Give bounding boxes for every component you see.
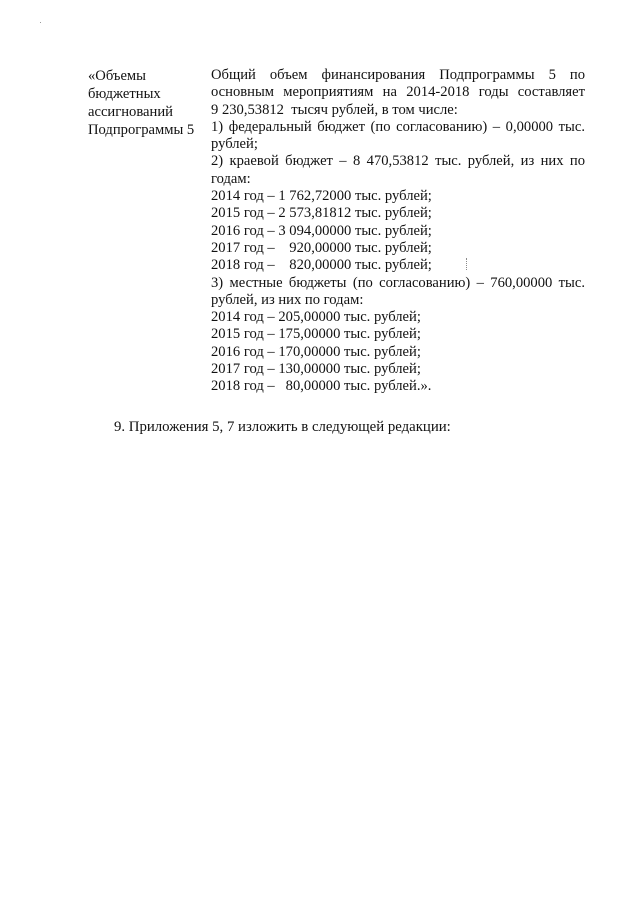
- label-line: бюджетных: [88, 86, 161, 102]
- regional-year-line: 2014 год – 1 762,72000 тыс. рублей;: [211, 188, 432, 205]
- budget-label-column: [88, 67, 210, 139]
- label-line: Подпрограммы 5: [88, 122, 195, 138]
- numbered-item-9: 9. Приложения 5, 7 изложить в следующей редакции:: [114, 419, 451, 435]
- financing-text-line: Общий объем финансирования Подпрограммы 5 по: [211, 67, 585, 83]
- scan-speck: [40, 22, 41, 23]
- local-year-line: 2014 год – 205,00000 тыс. рублей;: [211, 309, 421, 326]
- federal-budget-line: 1) федеральный бюджет (по согласованию) – 0,00000 тыс.: [211, 118, 585, 135]
- label-line: «Объемы: [88, 68, 146, 84]
- financing-total-line: 9 230,53812 тысяч рублей, в том числе:: [211, 101, 458, 118]
- regional-budget-line: 2) краевой бюджет – 8 470,53812 тыс. рублей, из них по: [211, 153, 585, 170]
- regional-year-line: 2018 год – 820,00000 тыс. рублей;: [211, 257, 432, 274]
- local-year-line: 2015 год – 175,00000 тыс. рублей;: [211, 326, 421, 343]
- regional-budget-line: годам:: [211, 170, 251, 187]
- regional-year-line: 2017 год – 920,00000 тыс. рублей;: [211, 239, 432, 256]
- local-budget-line: рублей, из них по годам:: [211, 291, 364, 308]
- local-year-line: 2017 год – 130,00000 тыс. рублей;: [211, 361, 421, 378]
- label-line: ассигнований: [88, 104, 173, 120]
- local-budget-line: 3) местные бюджеты (по согласованию) – 760,00000 тыс.: [211, 274, 585, 291]
- federal-budget-line: рублей;: [211, 136, 258, 153]
- regional-year-line: 2016 год – 3 094,00000 тыс. рублей;: [211, 222, 432, 239]
- local-year-line: 2016 год – 170,00000 тыс. рублей;: [211, 343, 421, 360]
- budget-content-column: [211, 67, 585, 396]
- local-year-line: 2018 год – 80,00000 тыс. рублей.».: [211, 378, 432, 395]
- regional-year-line: 2015 год – 2 573,81812 тыс. рублей;: [211, 205, 432, 222]
- financing-text-line: основным мероприятиям на 2014-2018 годы составляет: [211, 84, 585, 101]
